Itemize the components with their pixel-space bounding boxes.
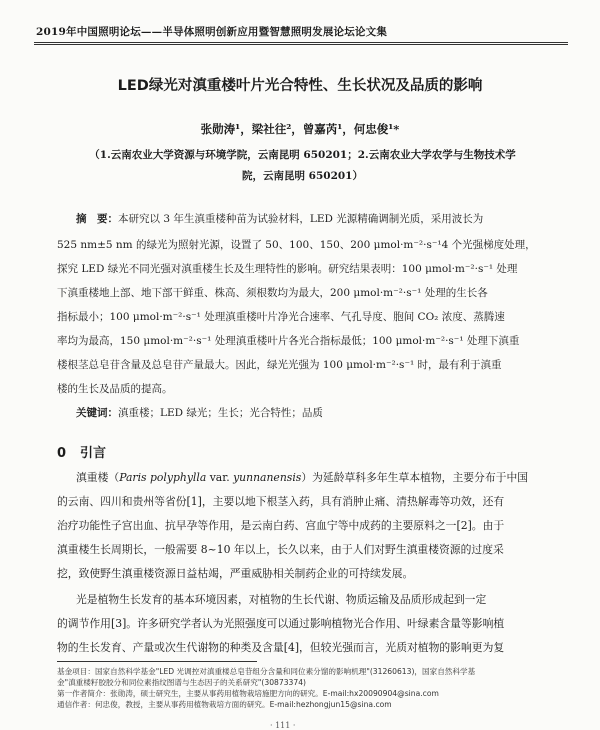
footnote-rule [57, 661, 257, 662]
intro-text-b: ）为延龄草科多年生草本植物，主要分布于中国 [301, 471, 529, 484]
abstract-line-8: 楼的生长及品质的提高。 [57, 383, 173, 395]
footnote-line-2: 金"滇重楼籽胶胶分和同位素指纹图谱与生态因子的关系研究"(30873374) [57, 678, 306, 687]
footnote-line-3: 第一作者简介：张勋涛，硕士研究生，主要从事药用植物栽培施肥方向的研究。E-mail:hx20090904@sina.com [57, 689, 439, 698]
latin-name: Paris polyphylla [119, 471, 207, 484]
intro-p2-line-3: 物的生长发育、产量或次生代谢物的种类及含量[4]，但较光强而言，光质对植物的影响更为复 [57, 641, 505, 654]
abstract-line-6: 率均为最高，150 μmol·m⁻²·s⁻¹ 处理滇重楼叶片各光合指标最低；100 μmol·m⁻²·s⁻¹ 处理下滇重 [57, 335, 520, 347]
abstract-line-7: 楼根茎总皂苷含量及总皂苷产量最大。因此，绿光光强为 100 μmol·m⁻²·s⁻¹ 时，最有利于滇重 [57, 359, 502, 371]
abstract-line-4: 下滇重楼地上部、地下部干鲜重、株高、须根数均为最大，200 μmol·m⁻²·s⁻¹ 处理的生长各 [57, 287, 488, 299]
section-heading [57, 442, 106, 461]
keywords-label: 关键词： [76, 407, 118, 419]
affiliation-line-2: 院，云南昆明 650201） [242, 170, 363, 182]
latin-name-2: yunnanensis [233, 471, 302, 484]
section-number: 0 [57, 446, 67, 461]
header-rule-thin [34, 44, 568, 45]
intro-line-1 [76, 470, 528, 485]
page-number: · 111 · [270, 721, 296, 730]
abstract-line-3: 探究 LED 绿光不同光强对滇重楼生长及生理特性的影响。研究结果表明：100 μmol·m⁻²·s⁻¹ 处理 [57, 263, 518, 275]
keywords [76, 405, 323, 420]
footnote-line-1: 基金项目：国家自然科学基金"LED 光调控对滇重楼总皂苷组分含量和同位素分馏的影响机理"(31260613)，国家自然科学基 [57, 667, 476, 676]
paper-title: LED绿光对滇重楼叶片光合特性、生长状况及品质的影响 [117, 78, 483, 94]
running-header: 2019年中国照明论坛——半导体照明创新应用暨智慧照明发展论坛论文集 [36, 26, 388, 38]
intro-line-4: 滇重楼生长周期长，一般需要 8~10 年以上，长久以来，由于人们对野生滇重楼资源的过度采 [57, 543, 504, 556]
abstract-text: 本研究以 3 年生滇重楼种苗为试验材料，LED 光源精确调制光质，采用波长为 [118, 213, 484, 225]
intro-p2-line-1: 光是植物生长发育的基本环境因素，对植物的生长代谢、物质运输及品质形成起到一定 [76, 593, 487, 606]
intro-line-5: 挖，致使野生滇重楼资源日益枯竭，严重威胁相关制药企业的可持续发展。 [57, 567, 414, 580]
intro-line-2: 的云南、四川和贵州等省份[1]，主要以地下根茎入药，具有消肿止痛、清热解毒等功效，还有 [57, 495, 505, 508]
affiliation-line-1: （1.云南农业大学资源与环境学院，云南昆明 650201；2.云南农业大学农学与生物技术学 [89, 149, 516, 161]
authors: 张勋涛¹，梁社往²，曾嘉芮¹，何忠俊¹* [200, 122, 400, 136]
latin-var: var. [206, 471, 234, 484]
abstract-label: 摘 要： [76, 213, 118, 225]
abstract-line-2: 525 nm±5 nm 的绿光为照射光源，设置了 50、100、150、200 μmol·m⁻²·s⁻¹4 个光强梯度处理， [57, 239, 536, 251]
header-rule [34, 42, 568, 43]
affiliation [30, 145, 575, 187]
keywords-text: 滇重楼；LED 绿光；生长；光合特性；品质 [118, 407, 323, 419]
section-title: 引言 [80, 446, 107, 461]
abstract-line-5: 指标最小；100 μmol·m⁻²·s⁻¹ 处理滇重楼叶片净光合速率、气孔导度、胞间 CO₂ 浓度、蒸腾速 [57, 311, 505, 323]
abstract-line-1 [76, 211, 483, 226]
intro-line-3: 治疗功能性子宫出血、抗早孕等作用，是云南白药、宫血宁等中成药的主要原料之一[2]。由于 [57, 519, 505, 532]
intro-text-a: 滇重楼（ [76, 471, 120, 484]
footnote-line-4: 通信作者：何忠俊，教授，主要从事药用植物栽培方面的研究。E-mail:hezhongjun15@sina.com [57, 700, 392, 709]
intro-p2-line-2: 的调节作用[3]。许多研究学者认为光照强度可以通过影响植物光合作用、叶绿素含量等影响植 [57, 617, 505, 630]
